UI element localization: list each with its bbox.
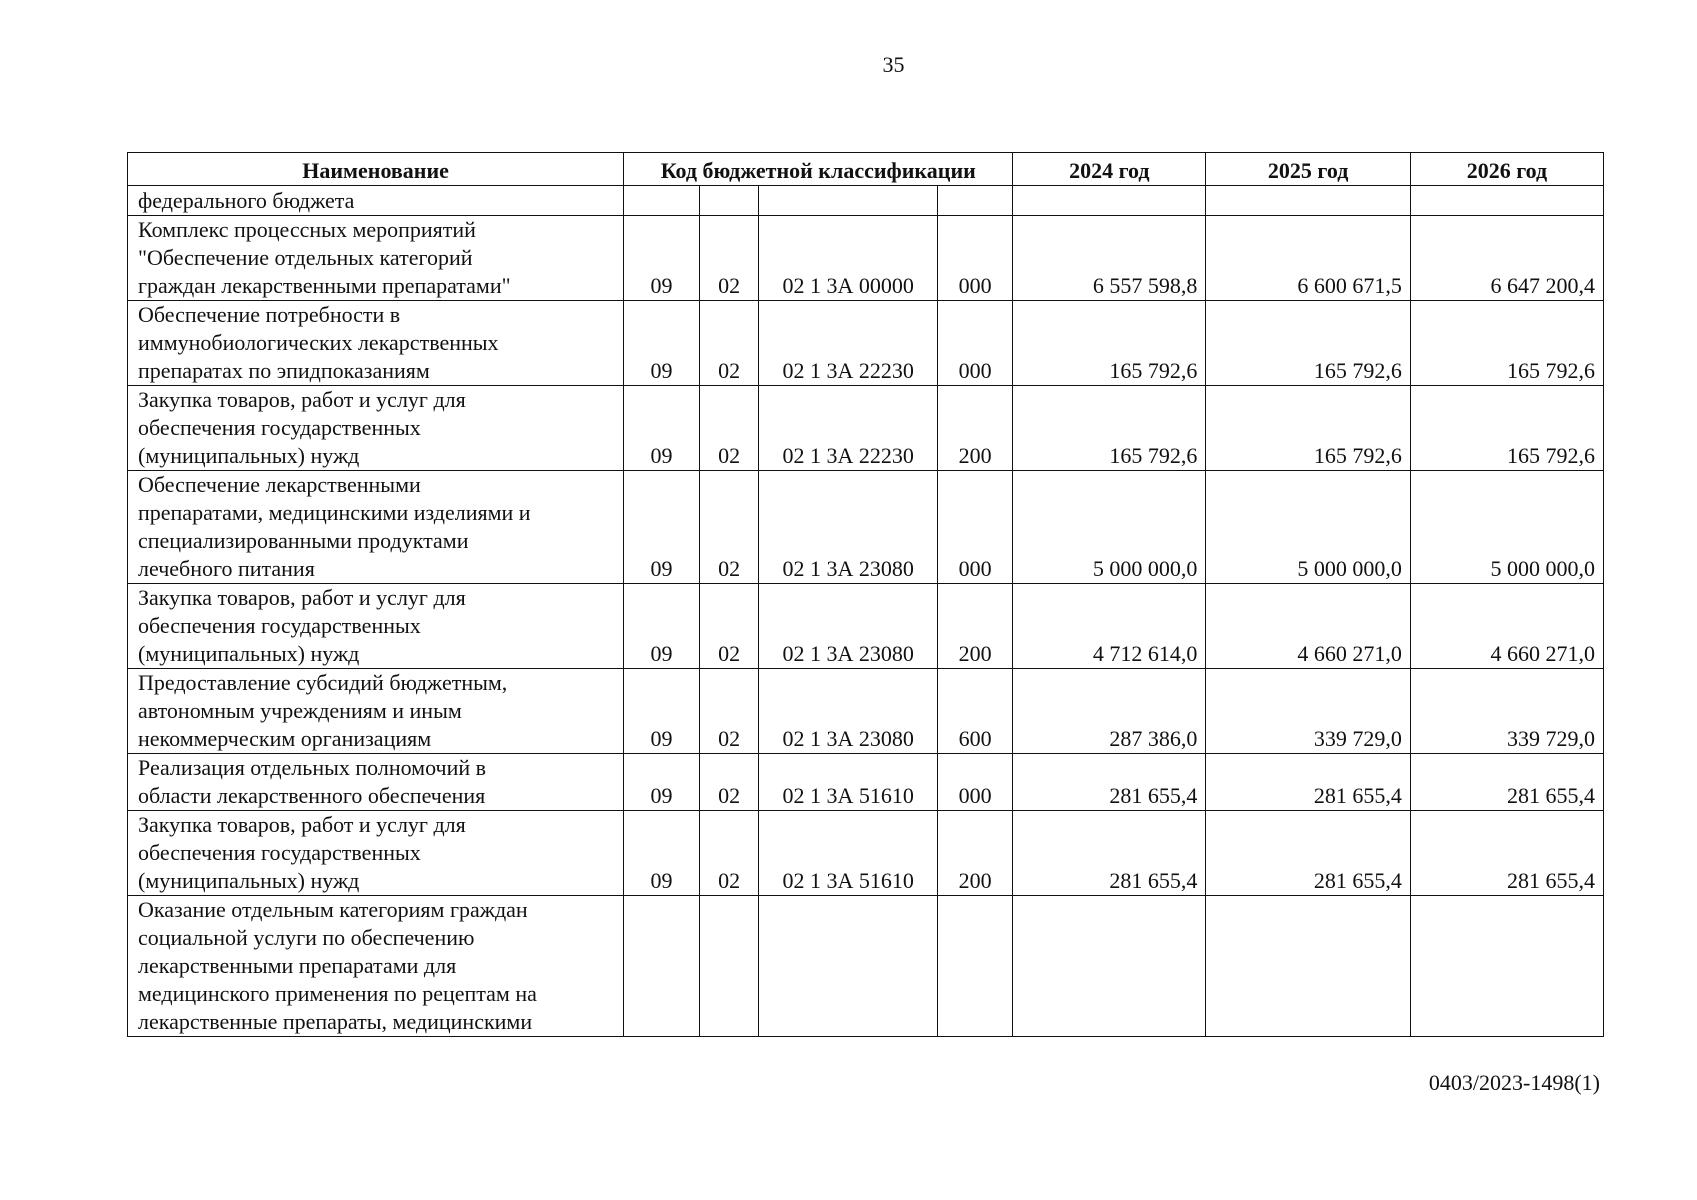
cell-rz: 09	[624, 669, 700, 754]
cell-y2024: 4 712 614,0	[1013, 584, 1206, 669]
cell-csr: 02 1 3А 00000	[759, 216, 937, 301]
cell-vr: 600	[937, 669, 1013, 754]
cell-y2024: 5 000 000,0	[1013, 471, 1206, 584]
budget-table	[127, 152, 1604, 1037]
cell-rz	[624, 186, 700, 216]
cell-csr: 02 1 3А 23080	[759, 471, 937, 584]
cell-pr: 02	[699, 754, 759, 811]
cell-pr	[699, 186, 759, 216]
cell-y2024: 165 792,6	[1013, 301, 1206, 386]
cell-pr: 02	[699, 301, 759, 386]
cell-name: Предоставление субсидий бюджетным, автономным учреждениям и иным некоммерческим организациям	[128, 669, 624, 754]
cell-name: Реализация отдельных полномочий в области лекарственного обеспечения	[128, 754, 624, 811]
cell-rz: 09	[624, 584, 700, 669]
cell-pr: 02	[699, 669, 759, 754]
table-row	[128, 584, 1604, 669]
table-row	[128, 669, 1604, 754]
table-row	[128, 471, 1604, 584]
cell-vr: 200	[937, 811, 1013, 896]
cell-y2024: 165 792,6	[1013, 386, 1206, 471]
table-body	[128, 186, 1604, 1037]
cell-csr	[759, 896, 937, 1037]
cell-y2026: 5 000 000,0	[1410, 471, 1603, 584]
cell-name: Закупка товаров, работ и услуг для обеспечения государственных (муниципальных) нужд	[128, 386, 624, 471]
cell-name: Оказание отдельным категориям граждан социальной услуги по обеспечению лекарственными препаратами для медицинского применения по рецептам на лекарственные препараты, медицинскими	[128, 896, 624, 1037]
cell-vr	[937, 896, 1013, 1037]
cell-rz: 09	[624, 301, 700, 386]
cell-y2026: 281 655,4	[1410, 754, 1603, 811]
cell-y2024: 6 557 598,8	[1013, 216, 1206, 301]
cell-csr: 02 1 3А 23080	[759, 584, 937, 669]
cell-csr	[759, 186, 937, 216]
cell-y2026	[1410, 896, 1603, 1037]
cell-rz: 09	[624, 754, 700, 811]
cell-csr: 02 1 3А 23080	[759, 669, 937, 754]
table-row	[128, 811, 1604, 896]
cell-y2024: 281 655,4	[1013, 811, 1206, 896]
cell-name: федерального бюджета	[128, 186, 624, 216]
cell-csr: 02 1 3А 22230	[759, 301, 937, 386]
cell-y2024: 281 655,4	[1013, 754, 1206, 811]
cell-pr: 02	[699, 471, 759, 584]
cell-y2025: 4 660 271,0	[1206, 584, 1411, 669]
cell-y2025	[1206, 896, 1411, 1037]
header-2026: 2026 год	[1410, 153, 1603, 186]
cell-y2025: 5 000 000,0	[1206, 471, 1411, 584]
cell-pr: 02	[699, 216, 759, 301]
cell-vr: 000	[937, 471, 1013, 584]
cell-y2025: 339 729,0	[1206, 669, 1411, 754]
cell-rz: 09	[624, 216, 700, 301]
cell-name: Обеспечение лекарственными препаратами, медицинскими изделиями и специализированными продуктами лечебного питания	[128, 471, 624, 584]
cell-vr: 200	[937, 584, 1013, 669]
cell-rz: 09	[624, 471, 700, 584]
cell-y2025: 281 655,4	[1206, 754, 1411, 811]
cell-csr: 02 1 3А 51610	[759, 754, 937, 811]
table-row	[128, 754, 1604, 811]
cell-y2026: 339 729,0	[1410, 669, 1603, 754]
cell-pr: 02	[699, 584, 759, 669]
cell-y2025: 6 600 671,5	[1206, 216, 1411, 301]
document-number: 0403/2023-1498(1)	[1428, 1070, 1600, 1095]
cell-name: Комплекс процессных мероприятий "Обеспечение отдельных категорий граждан лекарственными препаратами"	[128, 216, 624, 301]
cell-y2024	[1013, 896, 1206, 1037]
cell-y2025: 165 792,6	[1206, 301, 1411, 386]
cell-pr: 02	[699, 811, 759, 896]
page-number: 35	[882, 52, 905, 77]
cell-y2024: 287 386,0	[1013, 669, 1206, 754]
header-budget-code: Код бюджетной классификации	[624, 153, 1013, 186]
cell-vr: 000	[937, 754, 1013, 811]
table-row	[128, 186, 1604, 216]
cell-y2024	[1013, 186, 1206, 216]
table-row	[128, 386, 1604, 471]
cell-pr	[699, 896, 759, 1037]
cell-y2025	[1206, 186, 1411, 216]
header-name: Наименование	[128, 153, 624, 186]
cell-y2025: 281 655,4	[1206, 811, 1411, 896]
header-2025: 2025 год	[1206, 153, 1411, 186]
header-2024: 2024 год	[1013, 153, 1206, 186]
cell-vr: 200	[937, 386, 1013, 471]
cell-y2026: 281 655,4	[1410, 811, 1603, 896]
cell-y2026	[1410, 186, 1603, 216]
cell-y2026: 6 647 200,4	[1410, 216, 1603, 301]
cell-csr: 02 1 3А 51610	[759, 811, 937, 896]
cell-y2026: 165 792,6	[1410, 301, 1603, 386]
cell-rz: 09	[624, 811, 700, 896]
cell-y2026: 4 660 271,0	[1410, 584, 1603, 669]
cell-name: Закупка товаров, работ и услуг для обеспечения государственных (муниципальных) нужд	[128, 584, 624, 669]
cell-y2026: 165 792,6	[1410, 386, 1603, 471]
table-row	[128, 216, 1604, 301]
cell-rz	[624, 896, 700, 1037]
cell-rz: 09	[624, 386, 700, 471]
table-row	[128, 301, 1604, 386]
cell-name: Закупка товаров, работ и услуг для обеспечения государственных (муниципальных) нужд	[128, 811, 624, 896]
cell-vr: 000	[937, 301, 1013, 386]
cell-y2025: 165 792,6	[1206, 386, 1411, 471]
table-row	[128, 896, 1604, 1037]
cell-pr: 02	[699, 386, 759, 471]
cell-vr: 000	[937, 216, 1013, 301]
table-header-row	[128, 153, 1604, 186]
cell-vr	[937, 186, 1013, 216]
cell-name: Обеспечение потребности в иммунобиологических лекарственных препаратах по эпидпоказаниям	[128, 301, 624, 386]
cell-csr: 02 1 3А 22230	[759, 386, 937, 471]
